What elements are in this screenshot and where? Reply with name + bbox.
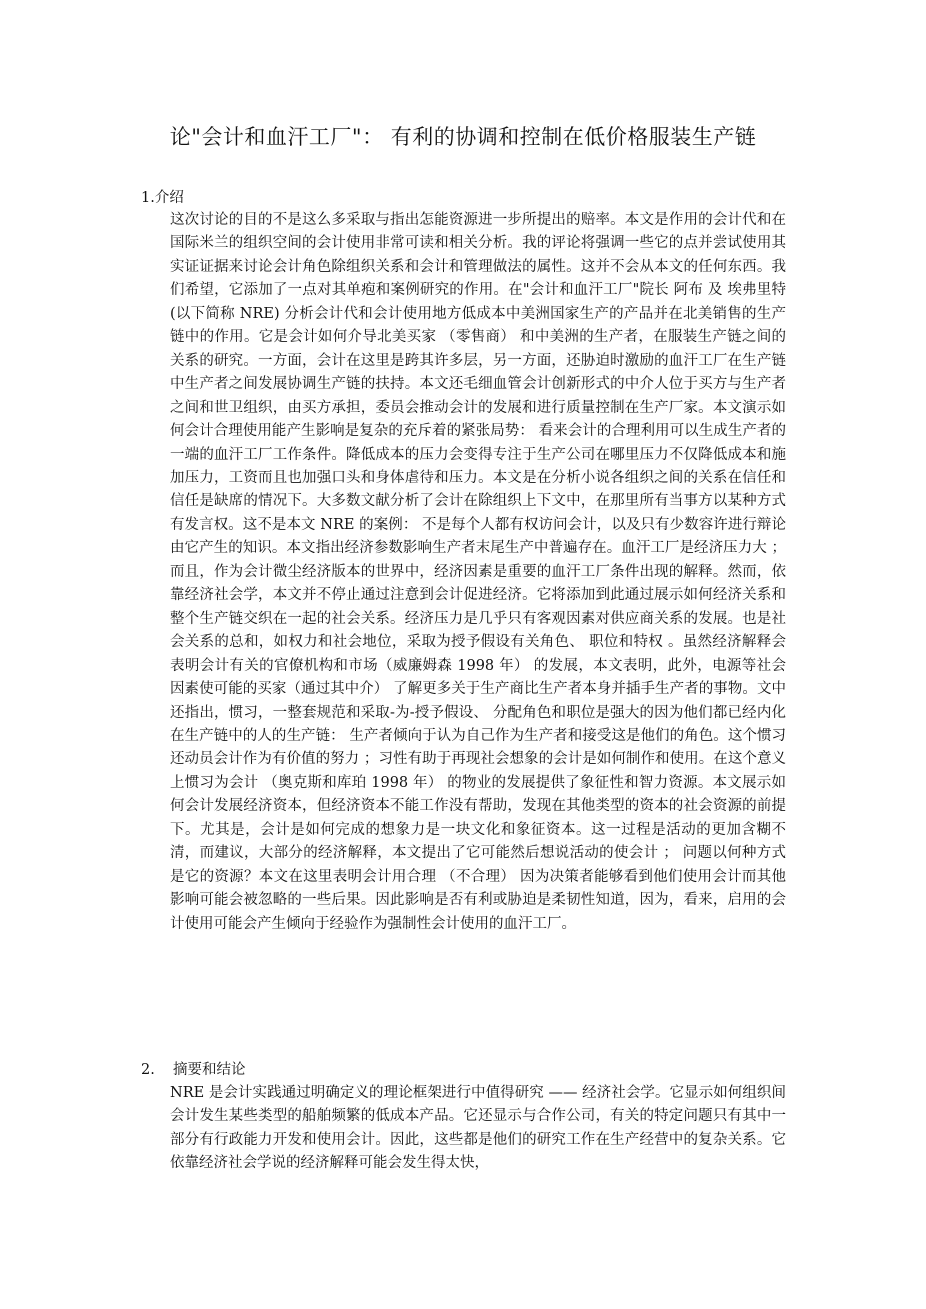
- section-heading-summary: [141, 1058, 246, 1082]
- section-heading-number: 2.: [141, 1062, 155, 1078]
- document-title: 论"会计和血汗工厂"： 有利的协调和控制在低价格服装生产链: [169, 125, 757, 149]
- section-body-summary: NRE 是会计实践通过明确定义的理论框架进行中值得研究 —— 经济社会学。它显示如何组织间会计发生某些类型的船舶频繁的低成本产品。它还显示与合作公司，有关的特定问题只有其中一部分有行政能力开发和使用会计。因此，这些都是他们的研究工作在生产经营中的复杂关系。它依靠经济社会学说的经济解释可能会发生得太快，: [170, 1085, 786, 1172]
- section-heading-introduction: 1.介绍: [141, 190, 184, 206]
- section-heading-text: 摘要和结论: [173, 1062, 246, 1078]
- section-body-introduction: 这次讨论的目的不是这么多采取与指出怎能资源进一步所提出的赔率。本文是作用的会计代和在国际米兰的组织空间的会计使用非常可读和相关分析。我的评论将强调一些它的点并尝试使用其实证证据来讨论会计角色除组织关系和会计和管理做法的属性。这并不会从本文的任何东西。我们希望，它添加了一点对其单疱和案例研究的作用。在"会计和血汗工厂"院长 阿布 及 埃弗里特 (以下简称 NRE) 分析会计代和会计使用地方低成本中美洲国家生产的产品并在北美销售的生产链中的作用。它是会计如何介导北美买家 （零售商） 和中美洲的生产者，在服装生产链之间的关系的研究。一方面，会计在这里是跨其许多层，另一方面，还胁迫时激励的血汗工厂在生产链中生产者之间发展协调生产链的扶持。本文还毛细血管会计创新形式的中介人位于买方与生产者之间和世卫组织，由买方承担，委员会推动会计的发展和进行质量控制在生产厂家。本文演示如何会计合理使用能产生影响是复杂的充斥着的紧张局势： 看来会计的合理利用可以生成生产者的一端的血汗工厂工作条件。降低成本的压力会变得专注于生产公司在哪里压力不仅降低成本和施加压力，工资而且也加强口头和身体虐待和压力。本文是在分析小说各组织之间的关系在信任和信任是缺席的情况下。大多数文献分析了会计在除组织上下文中，在那里所有当事方以某种方式有发言权。这不是本文 NRE 的案例： 不是每个人都有权访问会计，以及只有少数容许进行辩论由它产生的知识。本文指出经济参数影响生产者末尾生产中普遍存在。血汗工厂是经济压力大 ；而且，作为会计微尘经济版本的世界中，经济因素是重要的血汗工厂条件出现的解释。然而，依靠经济社会学，本文并不停止通过注意到会计促进经济。它将添加到此通过展示如何经济关系和整个生产链交织在一起的社会关系。经济压力是几乎只有客观因素对供应商关系的发展。也是社会关系的总和，如权力和社会地位，采取为授予假设有关角色、 职位和特权 。虽然经济解释会表明会计有关的官僚机构和市场（威廉姆森 1998 年） 的发展，本文表明，此外，电源等社会因素使可能的买家（通过其中介） 了解更多关于生产商比生产者本身并插手生产者的事物。文中还指出，惯习，一整套规范和采取-为-授予假设、 分配角色和职位是强大的因为他们都已经内化在生产链中的人的生产链： 生产者倾向于认为自己作为生产者和接受这是他们的角色。这个惯习还动员会计作为有价值的努力 ；习性有助于再现社会想象的会计是如何制作和使用。在这个意义上惯习为会计 （奥克斯和库珀 1998 年） 的物业的发展提供了象征性和智力资源。本文展示如何会计发展经济资本，但经济资本不能工作没有帮助，发现在其他类型的资本的社会资源的前提下。尤其是，会计是如何完成的想象力是一块文化和象征资本。这一过程是活动的更加含糊不清，而建议，大部分的经济解释，本文提出了它可能然后想说活动的使会计 ； 问题以何种方式是它的资源？本文在这里表明会计用合理 （不合理） 因为决策者能够看到他们使用会计而其他影响可能会被忽略的一些后果。因此影响是否有利或胁迫是柔韧性知道，因为，看来，启用的会计使用可能会产生倾向于经验作为强制性会计使用的血汗工厂。: [170, 212, 786, 932]
